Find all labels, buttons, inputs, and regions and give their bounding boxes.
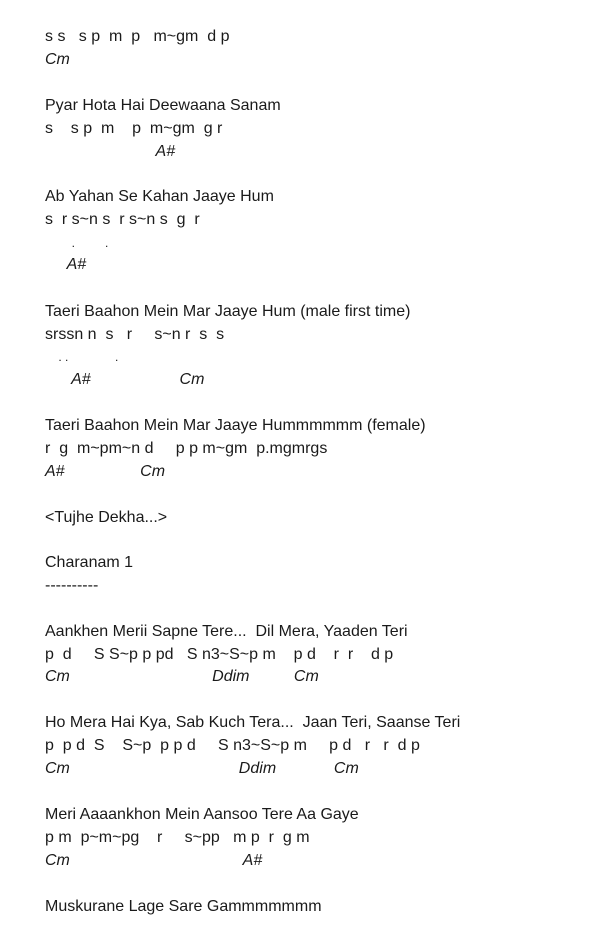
lyric-line: Ab Yahan Se Kahan Jaaye Hum bbox=[45, 188, 274, 205]
octave-dots: . . . bbox=[45, 350, 119, 364]
chord-line: A# bbox=[45, 256, 87, 273]
section-marker: <Tujhe Dekha...> bbox=[45, 509, 168, 526]
lyric-line: Muskurane Lage Sare Gammmmmmm bbox=[45, 898, 322, 915]
chord-line: A# Cm bbox=[45, 463, 166, 480]
lyric-line: Taeri Baahon Mein Mar Jaaye Hum (male first time) bbox=[45, 303, 411, 320]
lyric-line: Aankhen Merii Sapne Tere... Dil Mera, Yaaden Teri bbox=[45, 623, 408, 640]
lyric-line: Taeri Baahon Mein Mar Jaaye Hummmmmm (female) bbox=[45, 417, 426, 434]
notes-line: p d S S~p p pd S n3~S~p m p d r r d p bbox=[45, 646, 394, 663]
notes-line: s s s p m p m~gm d p bbox=[45, 28, 230, 45]
chord-line: A# Cm bbox=[45, 371, 205, 388]
notes-line: r g m~pm~n d p p m~gm p.mgmrgs bbox=[45, 440, 328, 457]
notes-line: s r s~n s r s~n s g r bbox=[45, 211, 200, 228]
chord-line: Cm Ddim Cm bbox=[45, 760, 359, 777]
lyric-line: Meri Aaaankhon Mein Aansoo Tere Aa Gaye bbox=[45, 806, 359, 823]
section-heading: Charanam 1 bbox=[45, 554, 134, 571]
notes-line: p p d S S~p p p d S n3~S~p m p d r r d p bbox=[45, 737, 420, 754]
lyric-line: Pyar Hota Hai Deewaana Sanam bbox=[45, 97, 281, 114]
notes-line: srssn n s r s~n r s s bbox=[45, 326, 225, 343]
notes-line: s s p m p m~gm g r bbox=[45, 120, 223, 137]
chord-line: Cm bbox=[45, 51, 70, 68]
chord-line: A# bbox=[45, 143, 176, 160]
octave-dots: . . bbox=[45, 236, 109, 250]
notes-line: p m p~m~pg r s~pp m p r g m bbox=[45, 829, 310, 846]
chord-line: Cm A# bbox=[45, 852, 263, 869]
lyric-line: Ho Mera Hai Kya, Sab Kuch Tera... Jaan Teri, Saanse Teri bbox=[45, 714, 461, 731]
chord-line: Cm Ddim Cm bbox=[45, 668, 319, 685]
heading-underline: ---------- bbox=[45, 577, 99, 594]
